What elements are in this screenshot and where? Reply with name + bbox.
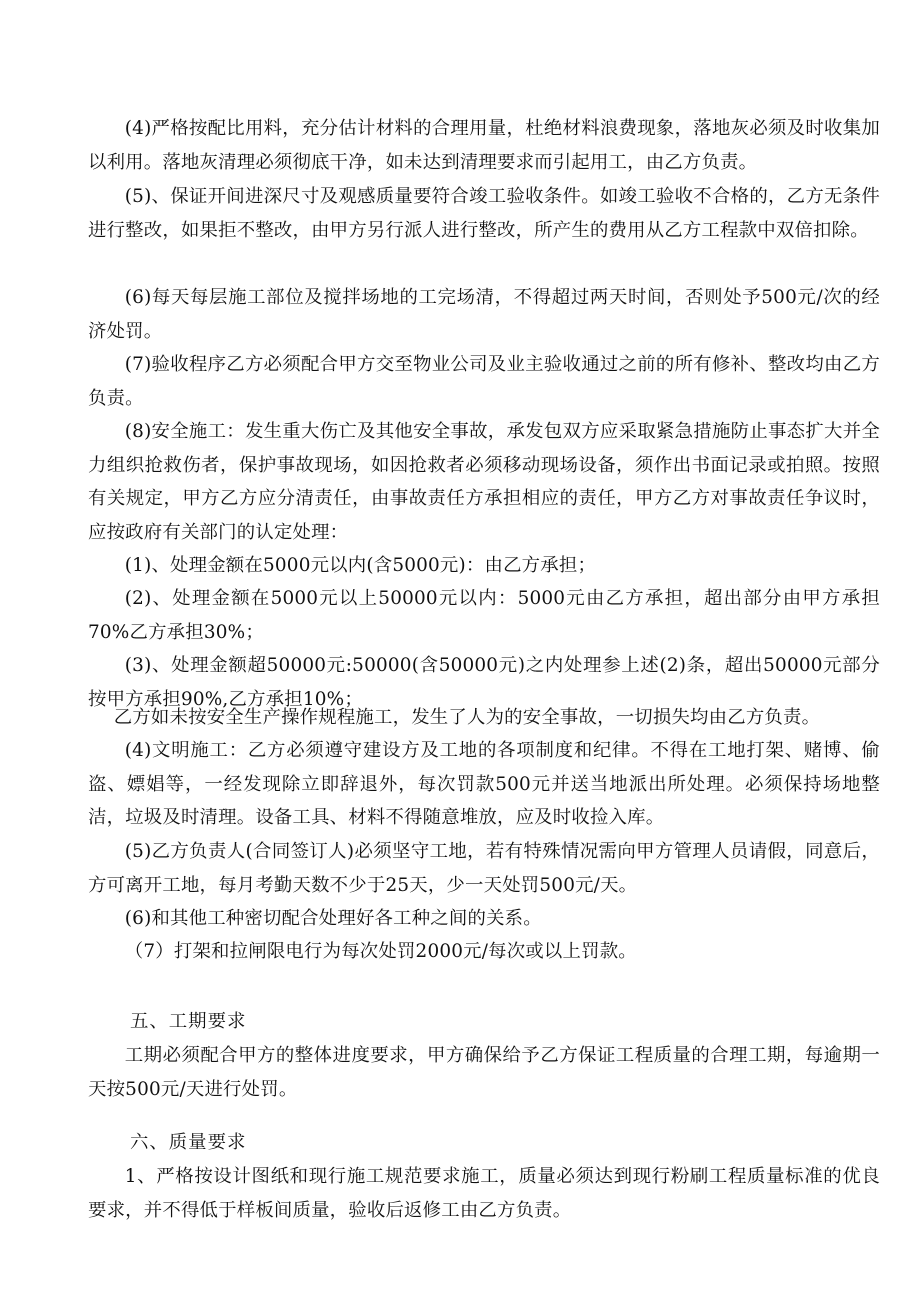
- paragraph-quality-rectification: (5)、保证开间进深尺寸及观感质量要符合竣工验收条件。如竣工验收不合格的，乙方无条件进行整改，如果拒不整改，由甲方另行派人进行整改，所产生的费用从乙方工程款中双倍扣除。: [88, 186, 880, 241]
- paragraph-amount-tier-2: (2)、处理金额在5000元以上50000元以内：5000元由乙方承担，超出部分由甲方承担70%乙方承担30%；: [88, 588, 880, 643]
- paragraph-civilized-construction: (4)文明施工：乙方必须遵守建设方及工地的各项制度和纪律。不得在工地打架、赌博、偷盗、嫖娼等，一经发现除立即辞退外，每次罚款500元并送当地派出所处理。必须保持场地整洁，垃圾及时清理。设备工具、材料不得随意堆放，应及时收捡入库。: [88, 740, 880, 828]
- paragraph-coordination: (6)和其他工种密切配合处理好各工种之间的关系。: [124, 908, 542, 929]
- paragraph-amount-tier-1: (1)、处理金额在5000元以内(含5000元)：由乙方承担；: [124, 555, 597, 576]
- paragraph-site-cleanup: (6)每天每层施工部位及搅拌场地的工完场清，不得超过两天时间，否则处予500元/次的经济处罚。: [88, 287, 880, 342]
- paragraph-fighting-penalty: （7）打架和拉闸限电行为每次处罚2000元/每次或以上罚款。: [124, 941, 637, 962]
- paragraph-site-supervisor: (5)乙方负责人(合同签订人)必须坚守工地，若有特殊情况需向甲方管理人员请假，同意后，方可离开工地，每月考勤天数不少于25天，少一天处罚500元/天。: [88, 841, 880, 896]
- section-heading-schedule: 五、工期要求: [130, 1011, 247, 1032]
- paragraph-acceptance-procedure: (7)验收程序乙方必须配合甲方交至物业公司及业主验收通过之前的所有修补、整改均由乙方负责。: [88, 354, 880, 409]
- paragraph-safety-construction: (8)安全施工：发生重大伤亡及其他安全事故，承发包双方应采取紧急措施防止事态扩大并全力组织抢救伤者，保护事故现场，如因抢救者必须移动现场设备，须作出书面记录或拍照。按照有关规定，甲方乙方应分清责任，由事故责任方承担相应的责任，甲方乙方对事故责任争议时，应按政府有关部门的认定处理：: [88, 421, 880, 543]
- paragraph-safety-liability: 乙方如未按安全生产操作规程施工，发生了人为的安全事故，一切损失均由乙方负责。: [113, 707, 821, 728]
- paragraph-quality-requirement: 1、严格按设计图纸和现行施工规范要求施工，质量必须达到现行粉刷工程质量标准的优良要求，并不得低于样板间质量，验收后返修工由乙方负责。: [88, 1166, 880, 1221]
- paragraph-material-usage: (4)严格按配比用料，充分估计材料的合理用量，杜绝材料浪费现象，落地灰必须及时收集加以利用。落地灰清理必须彻底干净，如未达到清理要求而引起用工，由乙方负责。: [88, 118, 880, 173]
- paragraph-amount-tier-3: (3)、处理金额超50000元:50000(含50000元)之内处理参上述(2)条，超出50000元部分按甲方承担90%,乙方承担10%；: [88, 655, 880, 710]
- paragraph-schedule-requirement: 工期必须配合甲方的整体进度要求，甲方确保给予乙方保证工程质量的合理工期，每逾期一天按500元/天进行处罚。: [88, 1045, 880, 1100]
- section-heading-quality: 六、质量要求: [130, 1132, 247, 1153]
